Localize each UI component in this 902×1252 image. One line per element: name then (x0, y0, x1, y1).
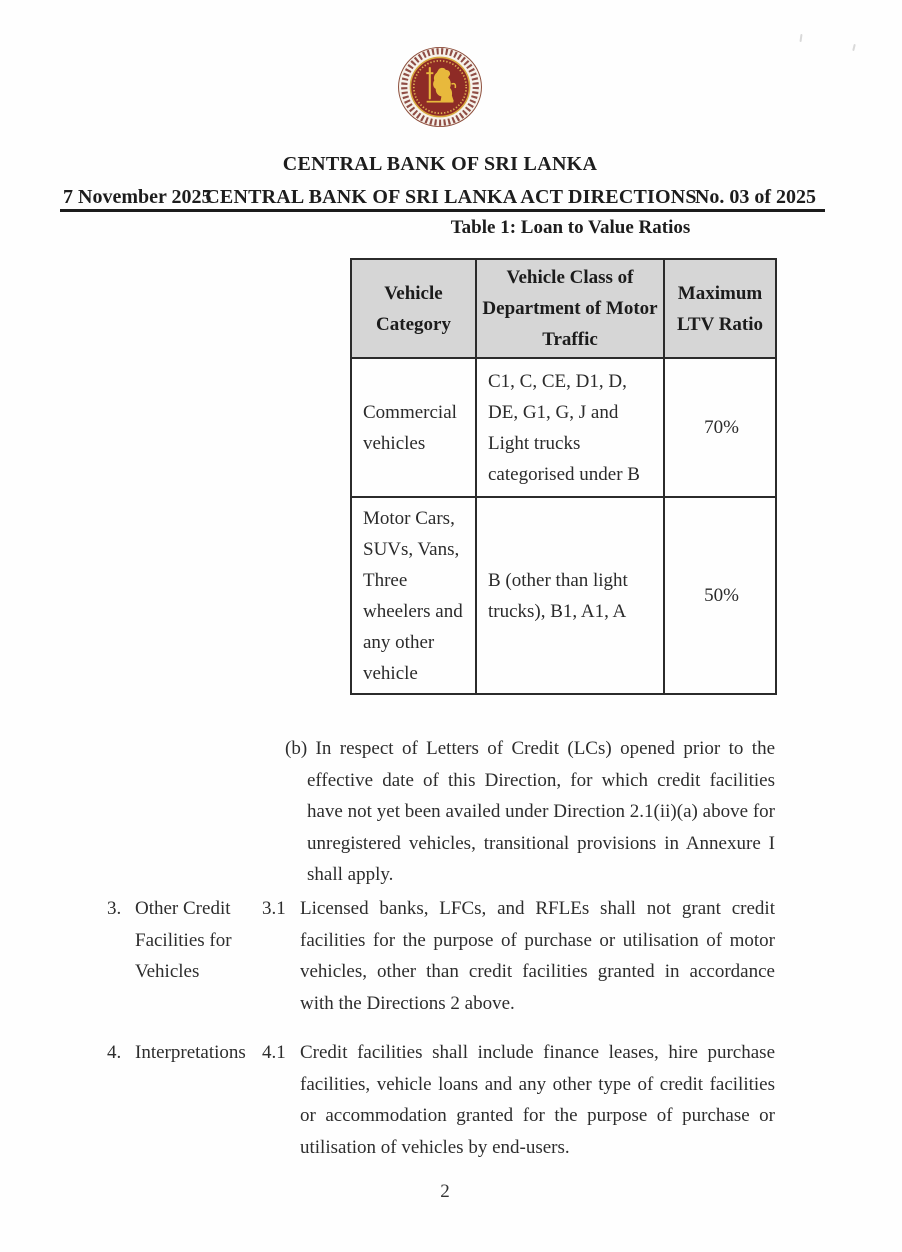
document-date: 7 November 2025 (63, 186, 212, 208)
document-title: CENTRAL BANK OF SRI LANKA ACT DIRECTIONS (205, 186, 697, 208)
section-heading: Other Credit Facilities for Vehicles (135, 898, 232, 982)
section-interpretations (107, 1037, 775, 1163)
clause-text: Licensed banks, LFCs, and RFLEs shall not grant credit facilities for the purpose of purchase or utilisation of motor vehicles, other than credit facilities granted in accordance with the Directions 2 above. (300, 898, 775, 1014)
org-title: CENTRAL BANK OF SRI LANKA (282, 153, 598, 175)
table-row (351, 358, 776, 497)
section-other-credit-facilities (107, 893, 775, 1019)
section-number: 4. (107, 1042, 122, 1063)
central-bank-seal-icon (393, 46, 487, 128)
scan-artifact (852, 44, 856, 51)
document-number: No. 03 of 2025 (694, 186, 816, 208)
header-rule (60, 209, 825, 212)
cell-max-ltv: 70% (664, 358, 776, 497)
clause-text: Credit facilities shall include finance leases, hire purchase facilities, vehicle loans and any other type of credit facilities or accommodation granted for the purpose of purchase or utilisation of vehicles by end-users. (300, 1042, 775, 1158)
col-header-max-ltv: Maximum LTV Ratio (664, 259, 776, 358)
cell-vehicle-class: B (other than light trucks), B1, A1, A (476, 497, 664, 694)
table-row (351, 497, 776, 694)
cell-vehicle-category: Commercial vehicles (351, 358, 476, 497)
clause-number: 4.1 (262, 1042, 286, 1063)
cell-vehicle-class: C1, C, CE, D1, D, DE, G1, G, J and Light trucks categorised under B (476, 358, 664, 497)
col-header-vehicle-category: Vehicle Category (351, 259, 476, 358)
clause-b-text: In respect of Letters of Credit (LCs) opened prior to the effective date of this Direction, for which credit facilities have not yet been availed under Direction 2.1(ii)(a) above for unregistered vehicles, transitional provisions in Annexure I shall apply. (307, 738, 776, 885)
section-heading: Interpretations (135, 1042, 246, 1063)
document-header-row (0, 186, 902, 210)
section-number: 3. (107, 898, 122, 919)
clause-number: 3.1 (262, 898, 286, 919)
scan-artifact (799, 34, 802, 42)
ltv-table (350, 258, 777, 695)
page-number: 2 (440, 1181, 450, 1202)
clause-b-paragraph (285, 733, 775, 891)
col-header-vehicle-class: Vehicle Class of Department of Motor Traffic (476, 259, 664, 358)
cell-vehicle-category: Motor Cars, SUVs, Vans, Three wheelers and any other vehicle (351, 497, 476, 694)
clause-b-marker: (b) (285, 738, 308, 759)
table-caption: Table 1: Loan to Value Ratios (450, 217, 691, 238)
table-header-row (351, 259, 776, 358)
cell-max-ltv: 50% (664, 497, 776, 694)
